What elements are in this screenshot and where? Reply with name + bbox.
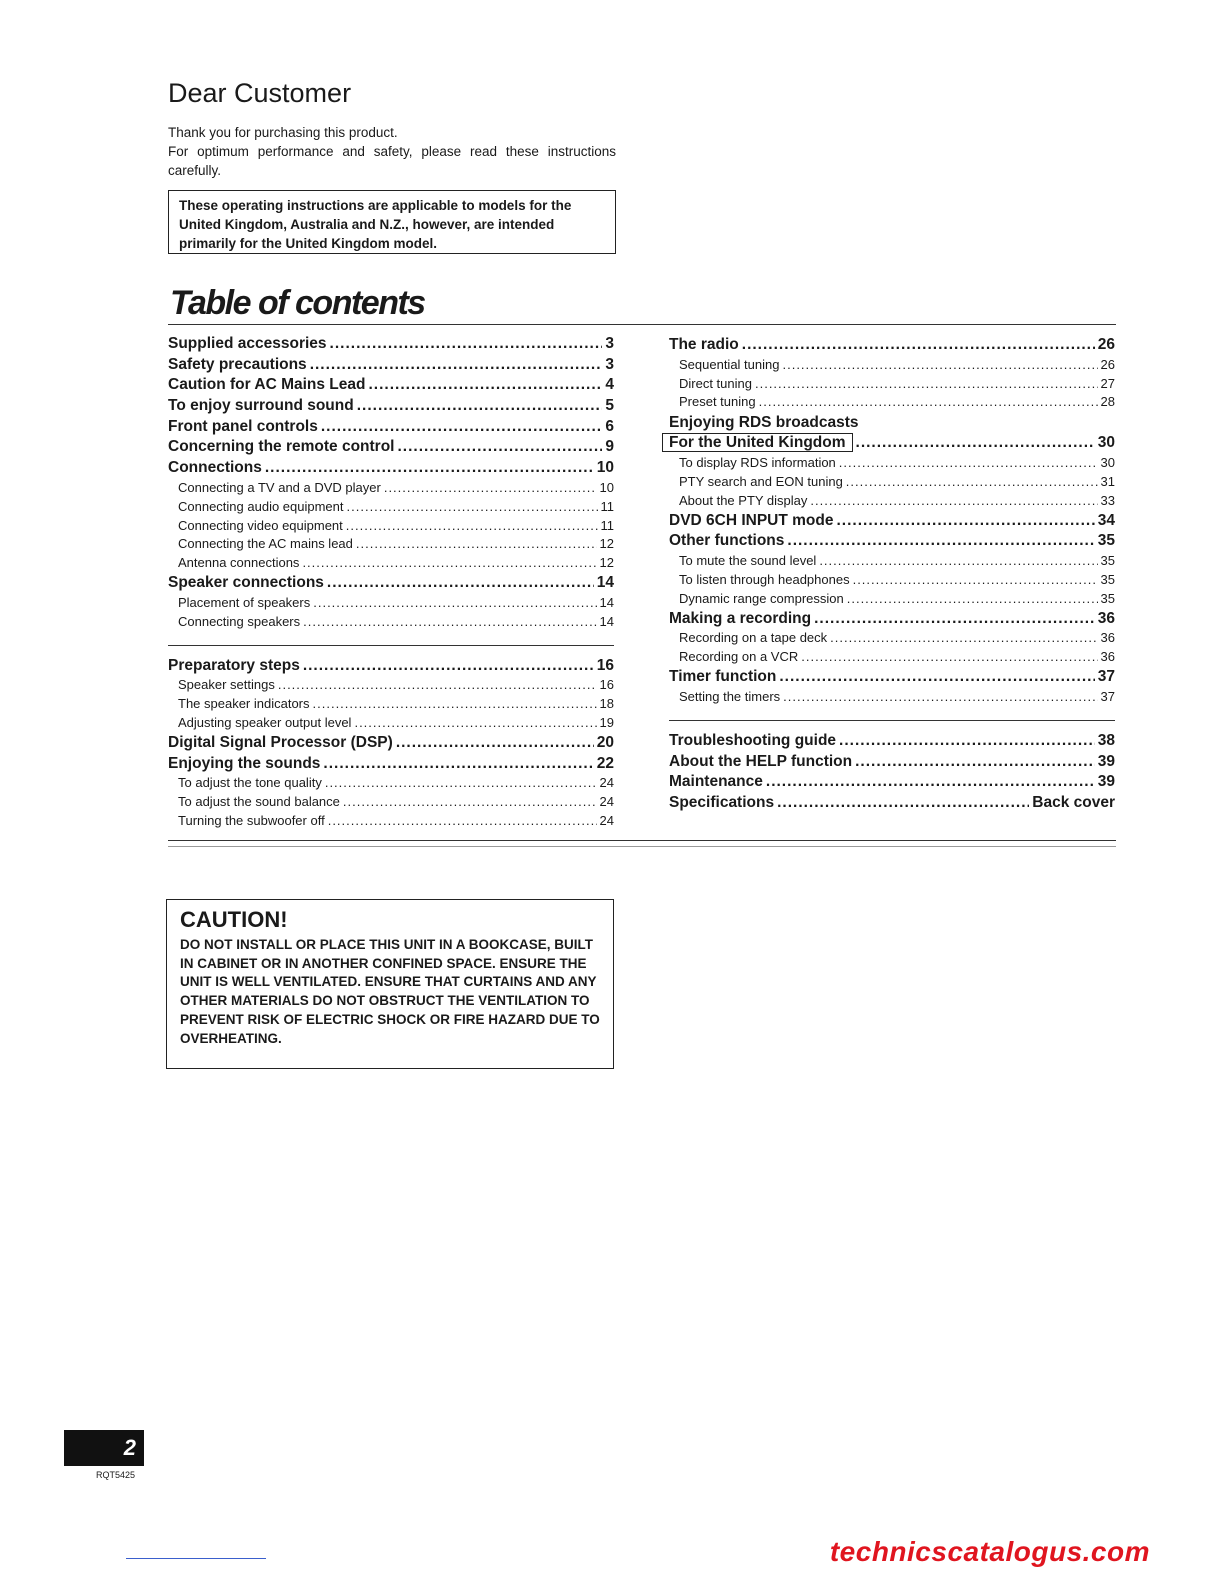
toc-entry[interactable] (669, 454, 1115, 473)
toc-leader-dots (787, 531, 1094, 552)
toc-page-number: 36 (1097, 609, 1115, 627)
toc-leader-dots (830, 629, 1097, 648)
toc-entry-title: Speaker connections (168, 574, 324, 592)
toc-entry-title: To display RDS information (679, 455, 836, 471)
toc-entry-title: Placement of speakers (178, 594, 311, 610)
uk-region-label: For the United Kingdom (662, 433, 853, 452)
toc-entry-title: Connecting speakers (178, 613, 301, 629)
toc-page-number: 39 (1097, 773, 1115, 791)
toc-leader-dots (303, 613, 596, 632)
toc-entry[interactable] (669, 473, 1115, 492)
toc-leader-dots (369, 375, 603, 396)
toc-entry-title: Preset tuning (679, 394, 756, 410)
toc-leader-dots (855, 752, 1095, 773)
toc-page-number: 26 (1100, 356, 1115, 372)
toc-page-number: 35 (1100, 590, 1115, 606)
toc-page-number: 28 (1100, 394, 1115, 410)
toc-leader-dots (839, 454, 1098, 473)
toc-entry-title: To listen through headphones (679, 571, 850, 587)
document-code: RQT5425 (96, 1470, 136, 1480)
toc-entry[interactable] (168, 774, 614, 793)
toc-entry[interactable] (168, 396, 614, 417)
toc-entry[interactable] (168, 793, 614, 812)
toc-page-number: 27 (1100, 375, 1115, 391)
toc-entry[interactable] (168, 812, 614, 831)
toc-page-number: 20 (596, 734, 614, 752)
toc-entry[interactable] (168, 535, 614, 554)
toc-entry-title: Connecting a TV and a DVD player (178, 479, 381, 495)
toc-leader-dots (357, 396, 603, 417)
toc-page-number: 30 (1100, 455, 1115, 471)
toc-page-number: 11 (600, 498, 614, 514)
toc-entry[interactable] (669, 356, 1115, 375)
toc-page-number: 38 (1097, 731, 1115, 749)
toc-entry[interactable] (168, 355, 614, 376)
toc-page-number: 4 (605, 376, 614, 394)
toc-leader-dots (801, 648, 1097, 667)
toc-entry-title: Preparatory steps (168, 656, 300, 674)
toc-entry-title: The speaker indicators (178, 696, 310, 712)
toc-entry[interactable] (168, 437, 614, 458)
toc-leader-dots (742, 335, 1095, 356)
toc-page-number: 34 (1097, 511, 1115, 529)
toc-leader-dots (837, 511, 1095, 532)
toc-entry-title: Connecting the AC mains lead (178, 536, 353, 552)
toc-page-number: 22 (596, 754, 614, 772)
toc-leader-dots (783, 688, 1097, 707)
toc-page-number: 19 (599, 715, 614, 731)
toc-entry-title: Turning the subwoofer off (178, 813, 325, 829)
caution-box (166, 899, 614, 1069)
toc-entry-title: Caution for AC Mains Lead (168, 376, 366, 394)
toc-leader-dots (755, 375, 1098, 394)
toc-leader-dots (853, 571, 1098, 590)
caution-title: CAUTION! (180, 907, 288, 932)
toc-entry[interactable] (168, 458, 614, 479)
toc-page-number: 6 (605, 417, 614, 435)
toc-entry-title: Dynamic range compression (679, 590, 844, 606)
toc-page-number: 11 (600, 517, 614, 533)
toc-entry-title: Recording on a VCR (679, 649, 799, 665)
footer-link-underline (126, 1558, 266, 1559)
toc-entry[interactable] (168, 656, 614, 677)
toc-rds-heading: Enjoying RDS broadcasts (669, 414, 859, 432)
toc-page-number: 5 (605, 397, 614, 415)
toc-page-number: 35 (1100, 553, 1115, 569)
toc-leader-dots (356, 535, 597, 554)
toc-page-number: 33 (1100, 492, 1115, 508)
toc-page-number: 24 (599, 775, 614, 791)
toc-page-number: 12 (599, 555, 614, 571)
toc-entry-title: To adjust the tone quality (178, 775, 322, 791)
toc-entry[interactable] (669, 552, 1115, 571)
toc-right-group-1a (669, 335, 1115, 412)
toc-page-number: 14 (599, 613, 614, 629)
toc-leader-dots (278, 676, 597, 695)
page-greeting: Dear Customer (168, 78, 352, 108)
toc-leader-dots (330, 334, 603, 355)
toc-entry-title: Sequential tuning (679, 356, 780, 372)
toc-leader-dots (846, 473, 1098, 492)
toc-page-number: 26 (1097, 336, 1115, 353)
intro-line-2: For optimum performance and safety, please read these instructions carefully. (168, 144, 616, 178)
toc-leader-dots (396, 733, 594, 754)
toc-entry[interactable] (669, 571, 1115, 590)
toc-entry[interactable] (168, 733, 614, 754)
toc-entry-title: Adjusting speaker output level (178, 715, 352, 731)
toc-leader-dots (313, 594, 596, 613)
toc-leader-dots (343, 793, 597, 812)
toc-entry[interactable] (168, 613, 614, 632)
toc-left-divider (168, 645, 614, 646)
toc-entry-title: DVD 6CH INPUT mode (669, 511, 834, 529)
toc-entry-title: Digital Signal Processor (DSP) (168, 734, 393, 752)
toc-entry[interactable] (168, 594, 614, 613)
toc-leader-dots (325, 774, 597, 793)
toc-entry[interactable] (669, 793, 1115, 814)
toc-entry[interactable] (669, 772, 1115, 793)
toc-entry[interactable] (669, 393, 1115, 412)
toc-leader-dots (323, 754, 593, 775)
toc-entry[interactable] (168, 714, 614, 733)
toc-leader-dots (302, 554, 596, 573)
toc-entry[interactable] (168, 554, 614, 573)
toc-page-number: 16 (599, 677, 614, 693)
toc-left-group-2 (168, 656, 614, 831)
toc-leader-dots (810, 492, 1097, 511)
toc-entry[interactable] (669, 375, 1115, 394)
toc-entry-title: Recording on a tape deck (679, 630, 828, 646)
toc-entry[interactable] (669, 752, 1115, 773)
toc-leader-dots (398, 437, 603, 458)
toc-entry-title: Troubleshooting guide (669, 731, 837, 749)
toc-entry-title: To enjoy surround sound (168, 397, 354, 415)
toc-page-number: 35 (1100, 571, 1115, 587)
toc-leader-dots (265, 458, 594, 479)
toc-entry-title: Setting the timers (679, 688, 781, 704)
toc-leader-dots (779, 667, 1094, 688)
toc-entry-title: Specifications (669, 793, 775, 811)
caution-text: DO NOT INSTALL OR PLACE THIS UNIT IN A BOOKCASE, BUILT IN CABINET OR IN ANOTHER CONFINED SPACE. ENSURE THE UNIT IS WELL VENTILATED. ENSURE THAT CURTAINS AND ANY OTHER MATERIALS DO NOT OBSTRUCT THE VENTILATION TO PREVENT RISK OF ELECTRIC SHOCK OR FIRE HAZARD DUE TO OVERHEATING. (180, 937, 600, 1046)
toc-page-number: Back cover (1032, 793, 1115, 811)
toc-bottom-rule (168, 840, 1116, 841)
toc-entry-title: Connections (168, 459, 262, 477)
toc-leader-dots (303, 656, 594, 677)
toc-page-number: 35 (1097, 532, 1115, 550)
toc-entry[interactable] (168, 695, 614, 714)
toc-entry[interactable] (669, 688, 1115, 707)
toc-page-number: 24 (599, 813, 614, 829)
toc-entry[interactable] (669, 335, 1115, 356)
toc-entry-title: Safety precautions (168, 355, 307, 373)
toc-page-number: 36 (1100, 630, 1115, 646)
toc-entry[interactable] (669, 531, 1115, 552)
toc-page-number: 39 (1097, 752, 1115, 770)
toc-entry-title: Antenna connections (178, 555, 300, 571)
toc-entry[interactable] (168, 375, 614, 396)
toc-leader-dots (856, 433, 1095, 454)
toc-entry-title: Connecting video equipment (178, 517, 343, 533)
toc-leader-dots (847, 590, 1098, 609)
toc-page-number: 14 (599, 594, 614, 610)
toc-leader-dots (759, 393, 1098, 412)
toc-leader-dots (313, 695, 597, 714)
toc-entry-title: About the HELP function (669, 752, 853, 770)
toc-entry[interactable] (669, 609, 1115, 630)
toc-page-number: 3 (605, 335, 614, 352)
toc-entry[interactable] (168, 417, 614, 438)
toc-entry-title: To adjust the sound balance (178, 794, 340, 810)
toc-entry-title: To mute the sound level (679, 553, 817, 569)
toc-entry[interactable] (168, 573, 614, 594)
toc-entry-title: Speaker settings (178, 677, 275, 693)
toc-entry-title: Other functions (669, 532, 785, 550)
toc-entry[interactable] (168, 517, 614, 536)
toc-left-group-1 (168, 334, 614, 632)
toc-entry-title: About the PTY display (679, 492, 808, 508)
toc-entry[interactable] (669, 667, 1115, 688)
page-number-badge: 2 (64, 1430, 144, 1466)
toc-leader-dots (777, 793, 1029, 814)
toc-entry[interactable] (669, 492, 1115, 511)
site-watermark: technicscatalogus.com (829, 1536, 1150, 1567)
toc-leader-dots (347, 498, 598, 517)
toc-entry-title: Supplied accessories (168, 335, 327, 352)
toc-page-number: 10 (596, 459, 614, 477)
toc-entry[interactable] (669, 731, 1115, 752)
toc-entry-title: Direct tuning (679, 375, 752, 391)
toc-page-number: 30 (1097, 434, 1115, 452)
toc-right-divider (669, 720, 1115, 721)
toc-page-number: 18 (599, 696, 614, 712)
toc-right-column (669, 335, 1115, 814)
toc-entry[interactable] (168, 676, 614, 695)
toc-leader-dots (839, 731, 1095, 752)
toc-page-number: 12 (599, 536, 614, 552)
toc-entry-title: Front panel controls (168, 417, 318, 435)
toc-right-group-1b (669, 454, 1115, 707)
toc-entry[interactable] (168, 334, 614, 355)
toc-page-number: 24 (599, 794, 614, 810)
toc-entry-title: Enjoying the sounds (168, 754, 321, 772)
toc-leader-dots (782, 356, 1097, 375)
toc-entry-title: Maintenance (669, 773, 763, 791)
toc-page-number: 37 (1097, 668, 1115, 686)
intro-line-1: Thank you for purchasing this product. (168, 125, 398, 140)
toc-leader-dots (328, 812, 597, 831)
toc-entry-title: Connecting audio equipment (178, 498, 344, 514)
toc-entry[interactable] (168, 498, 614, 517)
toc-right-group-2 (669, 731, 1115, 814)
toc-page-number: 37 (1100, 688, 1115, 704)
toc-entry[interactable] (669, 629, 1115, 648)
toc-entry-title: Concerning the remote control (168, 438, 395, 456)
toc-leader-dots (819, 552, 1097, 571)
toc-title: Table of contents (170, 284, 425, 322)
toc-leader-dots (321, 417, 603, 438)
toc-page-number: 9 (605, 438, 614, 456)
toc-title-rule (168, 324, 1116, 325)
toc-entry[interactable] (669, 590, 1115, 609)
toc-page-number: 10 (599, 479, 614, 495)
toc-entry[interactable] (669, 511, 1115, 532)
toc-leader-dots (346, 517, 598, 536)
toc-leader-dots (354, 714, 596, 733)
toc-entry-title: The radio (669, 336, 739, 353)
toc-page-number: 36 (1100, 649, 1115, 665)
toc-uk-entry[interactable] (669, 433, 1115, 454)
toc-leader-dots (384, 479, 597, 498)
toc-leader-dots (310, 355, 603, 376)
toc-page-number: 3 (605, 355, 614, 373)
toc-leader-dots (766, 772, 1095, 793)
toc-entry-title: PTY search and EON tuning (679, 473, 843, 489)
toc-left-column (168, 334, 614, 831)
model-notice-text: These operating instructions are applicable to models for the United Kingdom, Australia and N.Z., however, are intended primarily for the United Kingdom model. (179, 198, 572, 251)
toc-page-number: 14 (596, 574, 614, 592)
toc-leader-dots (327, 573, 594, 594)
toc-entry[interactable] (168, 754, 614, 775)
toc-entry-title: Making a recording (669, 609, 812, 627)
toc-entry[interactable] (669, 648, 1115, 667)
toc-entry-title: Timer function (669, 668, 777, 686)
toc-bottom-rule-2 (168, 846, 1116, 847)
toc-entry[interactable] (168, 479, 614, 498)
toc-page-number: 16 (596, 656, 614, 674)
toc-leader-dots (814, 609, 1095, 630)
model-notice-box (168, 190, 616, 254)
toc-page-number: 31 (1100, 473, 1115, 489)
